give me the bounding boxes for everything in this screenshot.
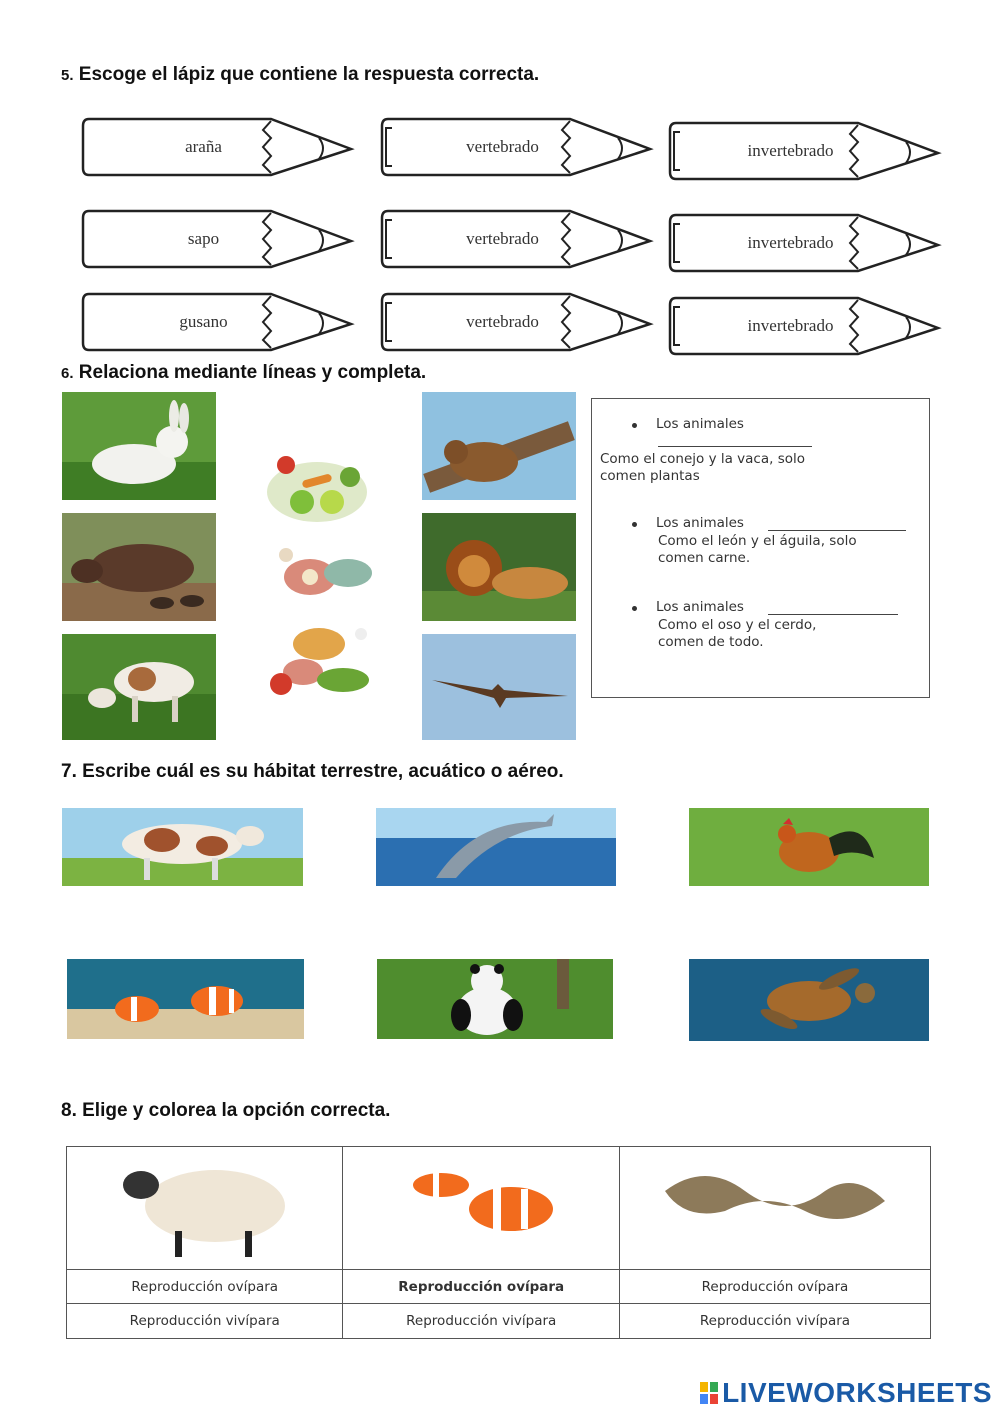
q7-heading: 7. Escribe cuál es su hábitat terrestre, acuático o aéreo. xyxy=(61,761,564,782)
omnivore-answer-line[interactable] xyxy=(768,614,898,615)
sheep-image xyxy=(105,1151,305,1261)
pencil-option[interactable] xyxy=(668,295,943,357)
q6-text: Relaciona mediante líneas y completa. xyxy=(73,362,427,383)
q8-heading: 8. Elige y colorea la opción correcta. xyxy=(61,1100,391,1121)
sheep-cell xyxy=(67,1147,343,1270)
option-oviparous-3[interactable]: Reproducción ovípara xyxy=(619,1270,930,1304)
clownfish-photo xyxy=(67,959,304,1039)
pencil-label: sapo xyxy=(187,229,220,248)
meat-icon xyxy=(270,543,376,601)
rabbit-photo xyxy=(62,392,216,500)
pencil-option[interactable] xyxy=(380,291,655,353)
carnivore-title: Los animales xyxy=(656,515,744,531)
herbivore-desc-1: Como el conejo y la vaca, solo xyxy=(600,451,806,467)
mixed-food-icon xyxy=(263,622,375,704)
dolphin-photo xyxy=(376,808,616,886)
herbivore-answer-line[interactable] xyxy=(658,446,812,447)
q5-number: 5. xyxy=(61,67,74,84)
rooster-photo xyxy=(689,808,929,886)
habitat-cow-photo xyxy=(62,808,303,886)
q5-heading xyxy=(61,64,539,86)
pencil-option[interactable] xyxy=(81,116,356,178)
carnivore-answer-line[interactable] xyxy=(768,530,906,531)
liveworksheets-logo xyxy=(700,1377,992,1409)
pencil-label: invertebrado xyxy=(747,316,834,335)
option-viviparous-1[interactable]: Reproducción vivípara xyxy=(67,1304,343,1339)
liveworksheets-text: LIVEWORKSHEETS xyxy=(722,1377,992,1408)
pencil-option[interactable] xyxy=(668,120,943,182)
q6-number: 6. xyxy=(61,365,74,382)
eagle-photo xyxy=(422,634,576,740)
herbivore-desc-2: comen plantas xyxy=(600,468,700,484)
pencil-option[interactable] xyxy=(380,116,655,178)
carnivore-desc-2: comen carne. xyxy=(658,550,751,566)
bear-photo xyxy=(422,392,576,500)
pig-photo xyxy=(62,513,216,621)
snake-cell xyxy=(619,1147,930,1270)
omnivore-desc-1: Como el oso y el cerdo, xyxy=(658,617,817,633)
bullet xyxy=(632,522,637,527)
herbivore-title: Los animales xyxy=(656,416,744,432)
option-viviparous-3[interactable]: Reproducción vivípara xyxy=(619,1304,930,1339)
pencil-label: invertebrado xyxy=(747,233,834,252)
pencil-option[interactable] xyxy=(81,291,356,353)
pencil-label: vertebrado xyxy=(466,137,539,156)
snake-image xyxy=(645,1151,905,1261)
reproduction-table xyxy=(66,1146,931,1339)
cow-photo xyxy=(62,634,216,740)
q6-heading xyxy=(61,362,426,384)
clownfish-cell xyxy=(343,1147,619,1270)
lion-photo xyxy=(422,513,576,621)
pencil-label: vertebrado xyxy=(466,229,539,248)
option-oviparous-1[interactable]: Reproducción ovípara xyxy=(67,1270,343,1304)
pencil-label: gusano xyxy=(179,312,228,331)
bullet xyxy=(632,606,637,611)
option-viviparous-2[interactable]: Reproducción vivípara xyxy=(343,1304,619,1339)
option-oviparous-2[interactable]: Reproducción ovípara xyxy=(343,1270,619,1304)
carnivore-desc-1: Como el león y el águila, solo xyxy=(658,533,857,549)
q5-text: Escoge el lápiz que contiene la respuesta correcta. xyxy=(73,64,540,85)
pencil-option[interactable] xyxy=(81,208,356,270)
liveworksheets-icon xyxy=(700,1379,718,1401)
pencil-label: vertebrado xyxy=(466,312,539,331)
omnivore-desc-2: comen de todo. xyxy=(658,634,764,650)
panda-photo xyxy=(377,959,613,1039)
vegetables-icon xyxy=(262,447,372,527)
pencil-label: araña xyxy=(185,137,222,156)
pencil-label: invertebrado xyxy=(747,141,834,160)
pencil-option[interactable] xyxy=(380,208,655,270)
pencil-option[interactable] xyxy=(668,212,943,274)
diet-textbox xyxy=(591,398,930,698)
clownfish-image xyxy=(381,1151,581,1261)
omnivore-title: Los animales xyxy=(656,599,744,615)
bullet xyxy=(632,423,637,428)
sea-turtle-photo xyxy=(689,959,929,1041)
